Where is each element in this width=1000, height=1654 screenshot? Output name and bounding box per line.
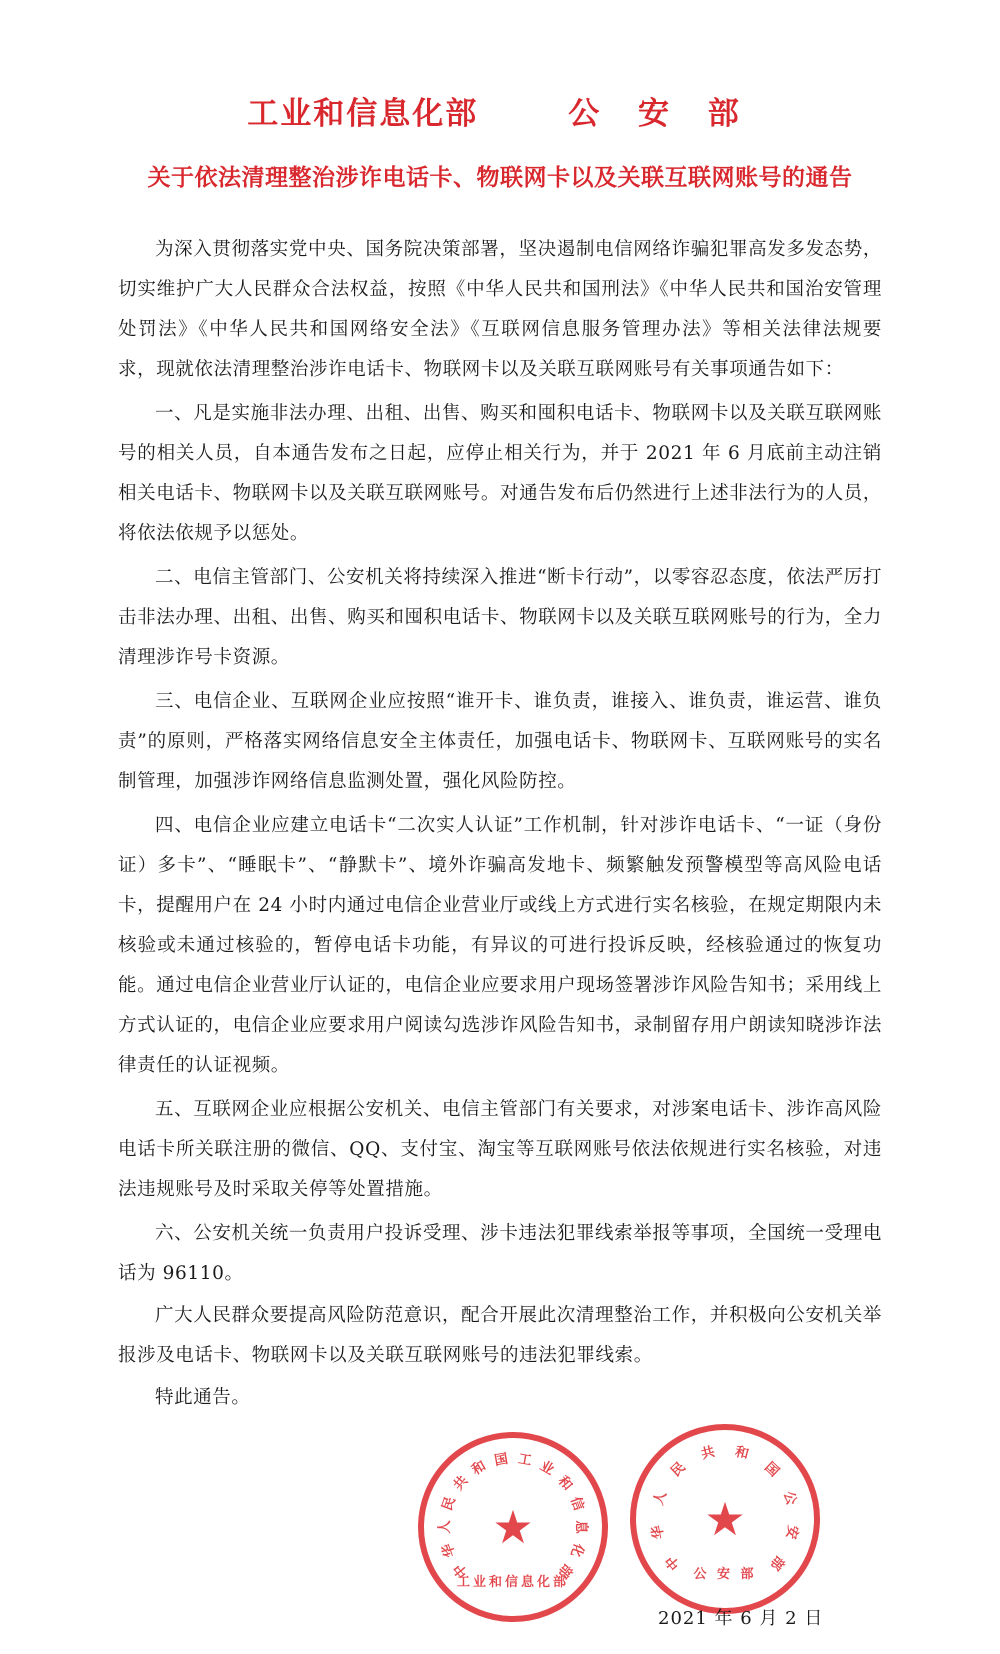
- paragraph-intro: 为深入贯彻落实党中央、国务院决策部署，坚决遏制电信网络诈骗犯罪高发多发态势，切实维护广大人民群众合法权益，按照《中华人民共和国刑法》《中华人民共和国治安管理处罚法》《中华人民共和国网络安全法》《互联网信息服务管理办法》等相关法律法规要求，现就依法清理整治涉诈电话卡、物联网卡以及关联互联网账号有关事项通告如下：: [118, 239, 882, 380]
- issuer-mps: 公 安 部: [568, 96, 753, 132]
- document-body: [118, 230, 882, 1654]
- seal-mps-arc-text: 中 华 人 民 共 和 国 公 安 部: [649, 1443, 801, 1574]
- paragraph-article-1: 一、凡是实施非法办理、出租、出售、购买和囤积电话卡、物联网卡以及关联互联网账号的相关人员，自本通告发布之日起，应停止相关行为，并于 2021 年 6 月底前主动注销相关电话卡、物联网卡以及关联互联网账号。对通告发布后仍然进行上述非法行为的人员，将依法依规予以惩处。: [118, 403, 883, 544]
- issue-date: 2021 年 6 月 2 日: [658, 1608, 824, 1629]
- paragraph-article-2: 二、电信主管部门、公安机关将持续深入推进“断卡行动”，以零容忍态度，依法严厉打击非法办理、出租、出售、购买和囤积电话卡、物联网卡以及关联互联网账号的行为，全力清理涉诈号卡资源。: [118, 567, 883, 668]
- issuer-miit: 工业和信息化部: [247, 96, 479, 132]
- paragraph-article-3: 三、电信企业、互联网企业应按照“谁开卡、谁负责，谁接入、谁负责，谁运营、谁负责”的原则，严格落实网络信息安全主体责任，加强电话卡、物联网卡、互联网账号的实名制管理，加强涉诈网络信息监测处置，强化风险防控。: [118, 691, 882, 792]
- paragraph-article-5: 五、互联网企业应根据公安机关、电信主管部门有关要求，对涉案电话卡、涉诈高风险电话卡所关联注册的微信、QQ、支付宝、淘宝等互联网账号依法依规进行实名核验，对违法违规账号及时采取关停等处置措施。: [118, 1099, 882, 1200]
- paragraph-public-notice: 广大人民群众要提高风险防范意识，配合开展此次清理整治工作，并积极向公安机关举报涉及电话卡、物联网卡以及关联互联网账号的违法犯罪线索。: [118, 1305, 882, 1366]
- star-icon: ★: [704, 1492, 746, 1546]
- paragraph-article-6: 六、公安机关统一负责用户投诉受理、涉卡违法犯罪线索举报等事项，全国统一受理电话为 96110。: [118, 1223, 882, 1284]
- paragraph-closing: 特此通告。: [155, 1387, 251, 1408]
- seal-miit-bottom-text: 工业和信息化部: [456, 1575, 569, 1590]
- paragraph-article-4: 四、电信企业应建立电话卡“二次实人认证”工作机制，针对涉诈电话卡、“一证（身份证）多卡”、“睡眠卡”、“静默卡”、境外诈骗高发地卡、频繁触发预警模型等高风险电话卡，提醒用户在 24 小时内通过电信企业营业厅或线上方式进行实名核验，在规定期限内未核验或未通过核验的，暂停电话卡功能，有异议的可进行投诉反映，经核验通过的恢复功能。通过电信企业营业厅认证的，电信企业应要求用户现场签署涉诈风险告知书；采用线上方式认证的，电信企业应要求用户阅读勾选涉诈风险告知书，录制留存用户朗读知晓涉诈法律责任的认证视频。: [118, 815, 883, 1076]
- document-header: [0, 0, 1000, 133]
- seal-miit: [418, 1432, 608, 1622]
- page-title: 关于依法清理整治涉诈电话卡、物联网卡以及关联互联网账号的通告: [147, 164, 853, 191]
- seal-mps-bottom-text: 公 安 部: [693, 1567, 757, 1582]
- seal-area: [118, 1424, 882, 1654]
- seal-miit-arc-text: 中 华 人 民 共 和 国 工 业 和 信 息 化 部: [437, 1450, 589, 1582]
- seal-mps: [630, 1424, 820, 1614]
- star-icon: ★: [492, 1500, 534, 1554]
